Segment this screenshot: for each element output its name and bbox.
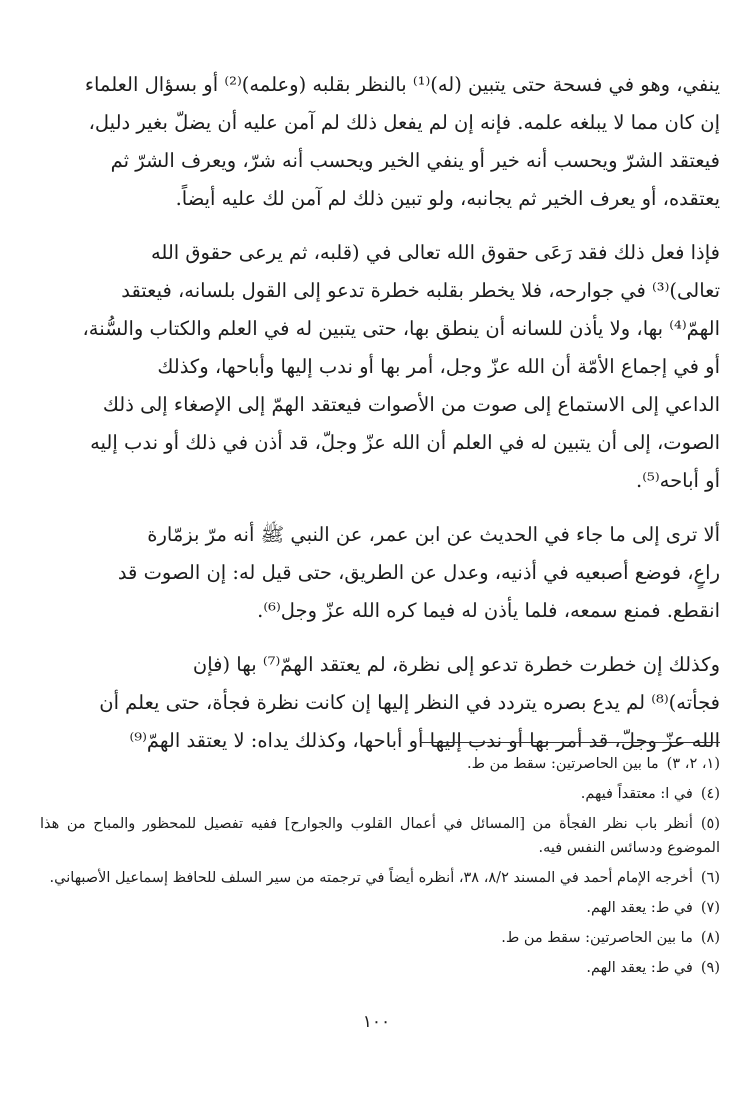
main-text (40, 66, 720, 776)
footnote (40, 866, 720, 890)
footnote-text: ما بين الحاصرتين: سقط من ط. (501, 930, 693, 946)
footnote-text: في ط: يعقد الهم. (586, 900, 693, 916)
text-line: أو في إجماع الأمّة أن الله عزّ وجل، أمر بها أو ندب إليها وأباحها، وكذلك (157, 355, 720, 378)
footnote-text: ما بين الحاصرتين: سقط من ط. (467, 756, 659, 772)
page-number: ١٠٠ (362, 1012, 391, 1032)
footnote (40, 812, 720, 860)
text-line: وكذلك إن خطرت خطرة تدعو إلى نظرة، لم يعتقد الهمّ⁽⁷⁾ بها (فإن (192, 653, 720, 676)
footnote (40, 896, 720, 920)
footnote-text: أخرجه الإمام أحمد في المسند ٨/٢، ٣٨، أنظره أيضاً في ترجمته من سير السلف للحافظ إسماعيل (114, 870, 693, 886)
footnote-text: الأصبهاني. (49, 870, 111, 886)
paragraph-1 (40, 66, 720, 218)
footnote-text: في ط: يعقد الهم. (586, 960, 693, 976)
paragraph-3 (40, 516, 720, 630)
text-line: الله عزّ وجلّ، قد أمر بها أو ندب إليها أو أباحها، وكذلك يداه: لا يعتقد الهمّ⁽⁹⁾ (129, 729, 720, 752)
footnote-number: (٥) (700, 816, 720, 832)
text-line: فإذا فعل ذلك فقد رَعَى حقوق الله تعالى في (قلبه، ثم يرعى حقوق الله (150, 241, 720, 264)
text-line: أو أباحه⁽⁵⁾. (636, 469, 720, 492)
text-line: الهمّ⁽⁴⁾ بها، ولا يأذن للسانه أن ينطق بها، حتى يتبين له في العلم والكتاب والسُّنة، (82, 317, 720, 340)
footnote (40, 782, 720, 806)
text-line: فجأته)⁽⁸⁾ لم يدع بصره يتردد في النظر إليها إن كانت نظرة فجأة، حتى يعلم أن (99, 691, 720, 714)
footnote-number: (٤) (700, 786, 720, 802)
text-line: الصوت، إلى أن يتبين له في العلم أن الله عزّ وجلّ، قد أذن في ذلك أو ندب إليه (90, 431, 720, 454)
footnote-number: (٩) (700, 960, 720, 976)
footnote (40, 956, 720, 980)
text-line: يعتقده، أو يعرف الخير ثم يجانبه، ولو تبين ذلك لم آمن لك عليه أيضاً. (175, 187, 720, 210)
footnote-text: في ا: معتقداً فيهم. (580, 786, 693, 802)
footnote-divider (420, 742, 720, 743)
footnote-number: (٨) (700, 930, 720, 946)
footnote (40, 926, 720, 950)
footnote (40, 752, 720, 776)
text-line: راعٍ، فوضع أصبعيه في أذنيه، وعدل عن الطريق، حتى قيل له: إن الصوت قد (117, 561, 720, 584)
footnote-number: (٧) (700, 900, 720, 916)
footnote-number: (١، ٢، ٣) (666, 756, 720, 772)
text-line: فيعتقد الشرّ ويحسب أنه خير أو ينفي الخير ويحسب أنه شرّ، ويعرف الشرّ ثم (110, 149, 720, 172)
footnote-text: أنظر باب نظر الفجأة من [المسائل في أعمال القلوب والجوارح] ففيه تفصيل للمحظور والمباح من (66, 816, 693, 832)
text-line: انقطع. فمنع سمعه، فلما يأذن له فيما كره الله عزّ وجل⁽⁶⁾. (257, 599, 720, 622)
footnotes (40, 752, 720, 986)
text-line: تعالى)⁽³⁾ في جوارحه، فلا يخطر بقلبه خطرة تدعو إلى القول بلسانه، فيعتقد (121, 279, 720, 302)
footnote-number: (٦) (700, 870, 720, 886)
footnote-text: هذا الموضوع ودسائس النفس فيه. (40, 816, 720, 856)
paragraph-2 (40, 234, 720, 500)
text-line: ينفي، وهو في فسحة حتى يتبين (له)⁽¹⁾ بالنظر بقلبه (وعلمه)⁽²⁾ أو بسؤال العلماء (84, 73, 720, 96)
text-line: إن كان مما لا يبلغه علمه. فإنه إن لم يفعل ذلك لم آمن عليه أن يضلّ بغير دليل، (88, 111, 720, 134)
text-line: ألا ترى إلى ما جاء في الحديث عن ابن عمر، عن النبي ﷺ أنه مرّ بزمّارة (147, 523, 720, 546)
text-line: الداعي إلى الاستماع إلى صوت من الأصوات فيعتقد الهمّ إلى الإصغاء إلى ذلك (102, 393, 720, 416)
